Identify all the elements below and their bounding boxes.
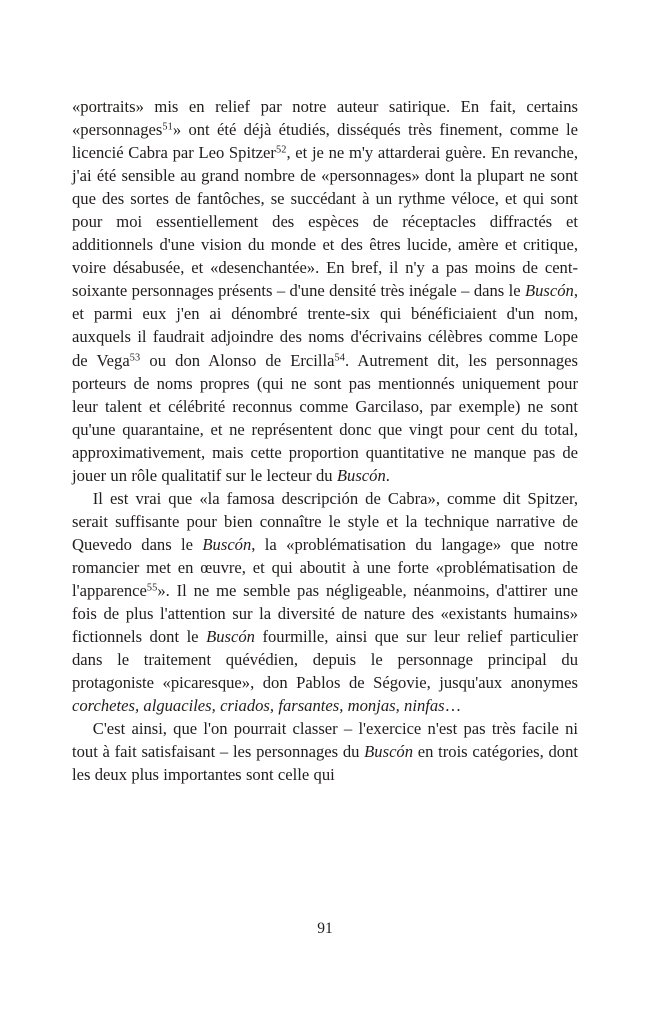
body-paragraph <box>72 487 578 717</box>
text-run: , et je ne m'y attarderai guère. En revanche, j'ai été sensible au grand nombre de «personnages» dont la plupart ne sont que des sortes de fantôches, se succédant à un rythme véloce, et qui sont pour moi essentiellement des espèces de réceptacles diffractés et additionnels d'une vision du monde et des êtres lucide, amère et critique, voire désabusée, et «desenchantée». En bref, il n'y a pas moins de cent-soixante personnages présents – d'une densité très inégale – dans le <box>72 143 578 301</box>
italic-title: Buscón <box>336 465 386 485</box>
text-run: fourmille, ainsi que sur leur relief particulier dans le traitement quévédien, depuis le personnage principal du protagoniste «picaresque», don Pablos de Ségovie, jusqu'aux anonymes <box>72 627 578 693</box>
text-run: Il est vrai que «la famosa descripción de Cabra», comme dit Spitzer, serait suffisante pour bien connaître le style et la technique narrative de Quevedo dans le <box>72 488 578 554</box>
body-paragraph <box>72 95 578 487</box>
body-text-column <box>72 95 578 786</box>
italic-title: Buscón <box>364 742 414 762</box>
text-run: , la «problématisation du langage» que notre romancier met en œuvre, et qui aboutit à une forte «problématisation de l'apparence <box>72 534 578 600</box>
italic-title: Buscón <box>206 627 255 647</box>
footnote-marker: 54 <box>334 352 345 364</box>
text-run: , et parmi eux j'en ai dénombré trente-six qui bénéficiaient d'un nom, auxquels il faudrait adjoindre des noms d'écrivains célèbres comme Lope de Vega <box>72 281 578 370</box>
text-run: ou don Alonso de Ercilla <box>140 350 335 370</box>
footnote-marker: 53 <box>129 352 141 364</box>
text-run: C'est ainsi, que l'on pourrait classer – l'exercice n'est pas très facile ni tout à fait satisfaisant – les personnages du <box>72 719 578 762</box>
italic-title: corchetes, alguaciles, criados, farsantes, monjas, ninfas <box>72 696 445 716</box>
text-run: en trois catégories, dont les deux plus importantes sont celle qui <box>72 742 578 785</box>
text-run: » ont été déjà étudiés, disséqués très finement, comme le licencié Cabra par Leo Spitzer <box>72 120 578 163</box>
text-run: ». Il ne me semble pas négligeable, néanmoins, d'attirer une fois de plus l'attention sur la diversité de nature des «existants humains» fictionnels dont le <box>72 580 578 647</box>
italic-title: Buscón <box>202 534 252 554</box>
text-run: «portraits» mis en relief par notre auteur satirique. En fait, certains «personnages <box>72 97 578 140</box>
page-number: 91 <box>317 920 333 937</box>
text-run: . Autrement dit, les personnages porteurs de noms propres (qui ne sont pas mentionnés uniquement pour leur talent et célébrité reconnus comme Garcilaso, par exemple) ne sont qu'une quarantaine, et ne représentent donc que vingt pour cent du total, approximativement, mais cette proportion quantitative ne manque pas de jouer un rôle qualitatif sur le lecteur du <box>72 350 578 485</box>
italic-title: Buscón <box>524 281 574 301</box>
body-paragraph <box>72 717 578 786</box>
text-run: . <box>385 465 390 485</box>
footnote-marker: 55 <box>146 582 158 594</box>
footnote-marker: 52 <box>275 144 287 156</box>
footnote-marker: 51 <box>162 121 173 133</box>
text-run: … <box>444 696 462 716</box>
